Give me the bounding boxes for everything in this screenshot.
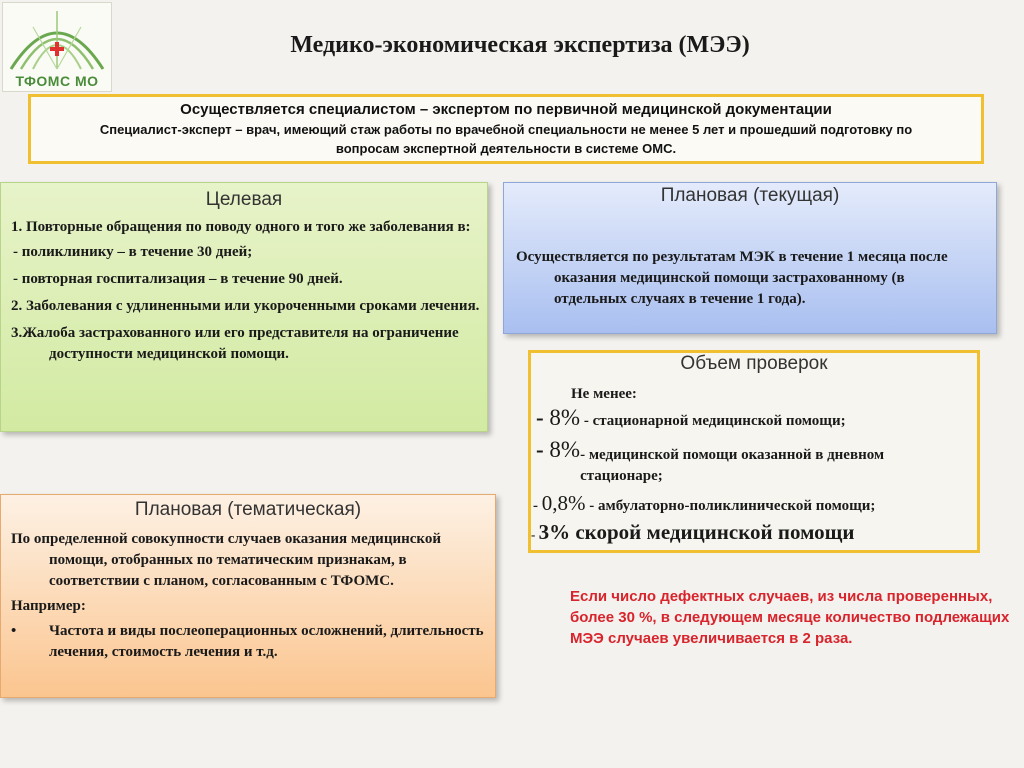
- volume-row-2-pct: 8%: [549, 437, 581, 462]
- planned-current-text: Осуществляется по результатам МЭК в течение 1 месяца после оказания медицинской помощи застрахованному (в отдельных случаях в течение 1 года).: [516, 249, 948, 307]
- planned-current-panel: [503, 182, 997, 334]
- targeted-item-1: 1. Повторные обращения по поводу одного и того же заболевания в:: [11, 219, 471, 235]
- bullet-icon: •: [11, 623, 17, 639]
- targeted-dash-2: - повторная госпитализация – в течение 90 дней.: [13, 271, 343, 287]
- example-bullet: [11, 621, 495, 663]
- example-label: Например:: [11, 598, 86, 614]
- check-volume-title: Объем проверок: [680, 353, 828, 374]
- volume-row-3-text: - амбулаторно-поликлинической помощи;: [585, 498, 876, 514]
- volume-row-4: - 3% скорой медицинской помощи: [531, 520, 855, 544]
- targeted-item-3: 3.Жалоба застрахованного или его представителя на ограничение доступности медицинской помощи.: [11, 325, 459, 362]
- targeted-item-2: 2. Заболевания с удлиненными или укороченными сроками лечения.: [11, 298, 480, 314]
- targeted-dash-1: - поликлинику – в течение 30 дней;: [13, 244, 253, 260]
- planned-thematic-title: Плановая (тематическая): [134, 499, 362, 520]
- volume-row-1-text: - стационарной медицинской помощи;: [580, 413, 846, 429]
- volume-row-3-pct: 0,8%: [541, 491, 586, 515]
- volume-row-2: - 8% - медицинской помощи оказанной в дневном стационаре;: [536, 439, 968, 487]
- planned-thematic-text: По определенной совокупности случаев оказания медицинской помощи, отобранных по тематическим признакам, в соответствии с планом, согласованным с ТФОМС.: [11, 531, 441, 589]
- planned-thematic-panel: [0, 494, 496, 698]
- expert-line: Осуществляется специалистом – экспертом по первичной медицинской документации: [180, 101, 832, 118]
- volume-row-3: - 0,8% - амбулаторно-поликлинической помощи;: [533, 491, 876, 515]
- tfoms-logo: [2, 2, 112, 92]
- targeted-title: Целевая: [205, 189, 283, 210]
- example-bullet-text: Частота и виды послеоперационных осложнений, длительность лечения, стоимость лечения и т.д.: [49, 623, 484, 660]
- volume-row-4-pct: 3% скорой медицинской помощи: [538, 520, 855, 544]
- volume-row-1: - 8% - стационарной медицинской помощи;: [536, 405, 846, 430]
- volume-row-1-pct: 8%: [549, 405, 581, 430]
- targeted-expertise-panel: [0, 182, 488, 432]
- page-title: Медико-экономическая экспертиза (МЭЭ): [290, 32, 750, 58]
- planned-current-title: Плановая (текущая): [660, 185, 840, 206]
- check-volume-panel: [528, 350, 980, 553]
- expert-qualification-line: Специалист-эксперт – врач, имеющий стаж работы по врачебной специальности не менее 5 лет и прошедший подготовку по вопросам экспертной деятельности в системе ОМС.: [99, 122, 913, 156]
- logo-text: ТФОМС МО: [15, 73, 99, 89]
- volume-intro: Не менее:: [571, 386, 637, 402]
- volume-row-2-text: - медицинской помощи оказанной в дневном стационаре;: [580, 447, 885, 484]
- defect-rule-note: Если число дефектных случаев, из числа проверенных, более 30 %, в следующем месяце количество подлежащих МЭЭ случаев увеличивается в 2 раза.: [570, 588, 1010, 647]
- expert-info-box: [28, 94, 984, 164]
